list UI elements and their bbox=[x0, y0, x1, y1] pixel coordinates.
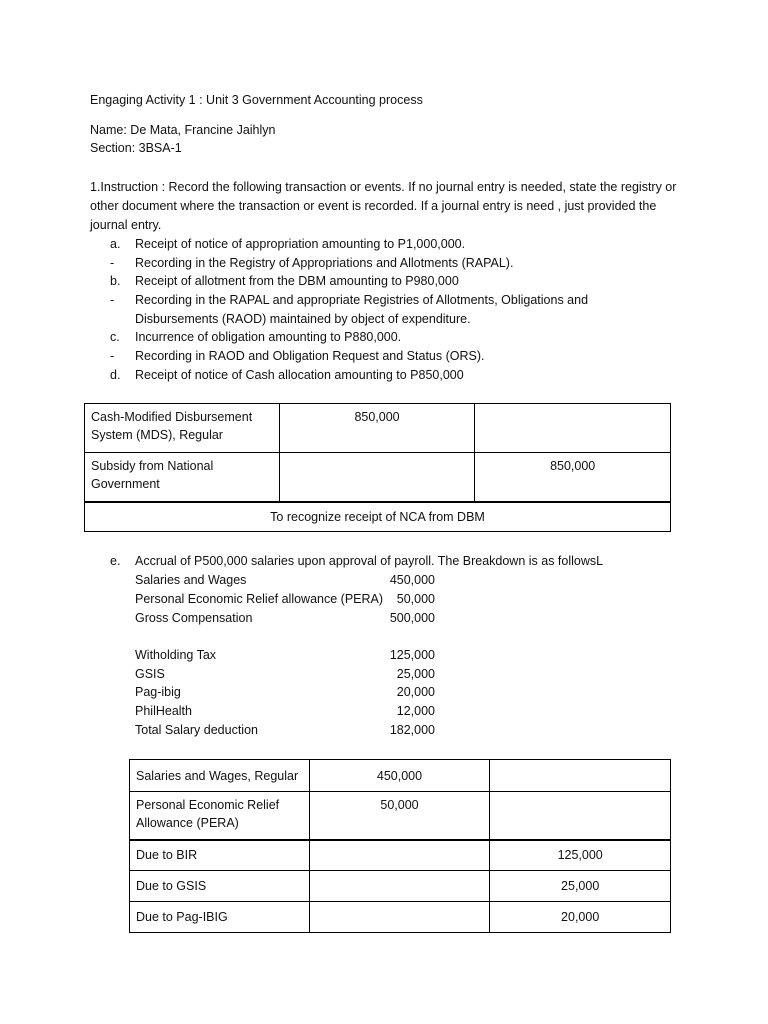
breakdown-value: 12,000 bbox=[396, 704, 435, 718]
credit-cell: 125,000 bbox=[490, 840, 671, 871]
list-item-text: Receipt of allotment from the DBM amounting to P980,000 bbox=[135, 274, 459, 288]
breakdown-row bbox=[135, 590, 445, 609]
list-marker: - bbox=[110, 293, 115, 307]
student-name: Name: De Mata, Francine Jaihlyn bbox=[90, 123, 276, 137]
breakdown-label: Pag-ibig bbox=[135, 685, 181, 699]
breakdown-row bbox=[135, 646, 445, 665]
breakdown-value: 500,000 bbox=[389, 611, 435, 625]
document-title: Engaging Activity 1 : Unit 3 Government Accounting process bbox=[90, 93, 423, 107]
entry-explanation: To recognize receipt of NCA from DBM bbox=[85, 502, 671, 532]
account-cell: Due to BIR bbox=[130, 840, 310, 871]
credit-cell: 25,000 bbox=[490, 871, 671, 902]
list-item-text: Accrual of P500,000 salaries upon approval of payroll. The Breakdown is as followsL bbox=[135, 554, 604, 568]
account-cell: Personal Economic Relief Allowance (PERA) bbox=[130, 792, 310, 840]
breakdown-value: 25,000 bbox=[396, 667, 435, 681]
breakdown-value: 50,000 bbox=[396, 592, 435, 606]
credit-cell: 850,000 bbox=[475, 453, 671, 502]
breakdown-row bbox=[135, 571, 445, 590]
breakdown-value: 20,000 bbox=[396, 685, 435, 699]
breakdown-value: 125,000 bbox=[389, 648, 435, 662]
breakdown-label: PhilHealth bbox=[135, 704, 192, 718]
table-row bbox=[85, 453, 671, 502]
list-marker: d. bbox=[110, 368, 121, 382]
breakdown-row bbox=[135, 683, 445, 702]
table-row bbox=[130, 792, 671, 840]
table-row bbox=[85, 502, 671, 532]
breakdown-row bbox=[135, 721, 445, 740]
debit-cell: 850,000 bbox=[279, 404, 475, 453]
debit-cell bbox=[279, 453, 475, 502]
credit-cell: 20,000 bbox=[490, 902, 671, 933]
journal-entry-table-nca bbox=[84, 403, 671, 532]
debit-cell bbox=[309, 840, 490, 871]
debit-cell bbox=[309, 902, 490, 933]
account-cell: Due to Pag-IBIG bbox=[130, 902, 310, 933]
credit-cell bbox=[475, 404, 671, 453]
instruction-paragraph: 1.Instruction : Record the following transaction or events. If no journal entry is needed, state the registry or other document where the transaction or event is recorded. If a journal entry is need , just provided the journal entry. bbox=[90, 180, 677, 232]
account-cell: Cash-Modified Disbursement System (MDS), Regular bbox=[85, 404, 280, 453]
list-item-text: Recording in RAOD and Obligation Request and Status (ORS). bbox=[135, 349, 485, 363]
list-item-text: Receipt of notice of appropriation amounting to P1,000,000. bbox=[135, 237, 466, 251]
list-marker: a. bbox=[110, 237, 121, 251]
breakdown-row bbox=[135, 702, 445, 721]
debit-cell: 50,000 bbox=[309, 792, 490, 840]
account-cell: Due to GSIS bbox=[130, 871, 310, 902]
breakdown-value: 450,000 bbox=[389, 573, 435, 587]
journal-entry-table-salaries bbox=[129, 759, 671, 933]
account-cell: Subsidy from National Government bbox=[85, 453, 280, 502]
breakdown-label: Witholding Tax bbox=[135, 648, 217, 662]
list-marker: e. bbox=[110, 554, 121, 568]
breakdown-row bbox=[135, 665, 445, 684]
table-row bbox=[85, 404, 671, 453]
account-cell: Salaries and Wages, Regular bbox=[130, 760, 310, 792]
breakdown-row bbox=[135, 609, 445, 628]
breakdown-label: GSIS bbox=[135, 667, 165, 681]
list-item-text: Receipt of notice of Cash allocation amounting to P850,000 bbox=[135, 368, 464, 382]
list-marker: - bbox=[110, 349, 115, 363]
list-marker: - bbox=[110, 256, 115, 270]
breakdown-label: Gross Compensation bbox=[135, 611, 253, 625]
breakdown-label: Personal Economic Relief allowance (PERA) bbox=[135, 592, 384, 606]
table-row bbox=[130, 840, 671, 871]
list-marker: c. bbox=[110, 330, 120, 344]
table-row bbox=[130, 902, 671, 933]
table-row bbox=[130, 871, 671, 902]
list-item-text: Recording in the RAPAL and appropriate Registries of Allotments, Obligations and Disbursements (RAOD) maintained by object of expenditure. bbox=[135, 293, 589, 326]
credit-cell bbox=[490, 760, 671, 792]
debit-cell bbox=[309, 871, 490, 902]
credit-cell bbox=[490, 792, 671, 840]
debit-cell: 450,000 bbox=[309, 760, 490, 792]
breakdown-label: Salaries and Wages bbox=[135, 573, 247, 587]
table-row bbox=[130, 760, 671, 792]
breakdown-value: 182,000 bbox=[389, 723, 435, 737]
list-marker: b. bbox=[110, 274, 121, 288]
student-section: Section: 3BSA-1 bbox=[90, 141, 182, 155]
list-item-text: Incurrence of obligation amounting to P880,000. bbox=[135, 330, 402, 344]
list-item-text: Recording in the Registry of Appropriations and Allotments (RAPAL). bbox=[135, 256, 514, 270]
breakdown-label: Total Salary deduction bbox=[135, 723, 258, 737]
